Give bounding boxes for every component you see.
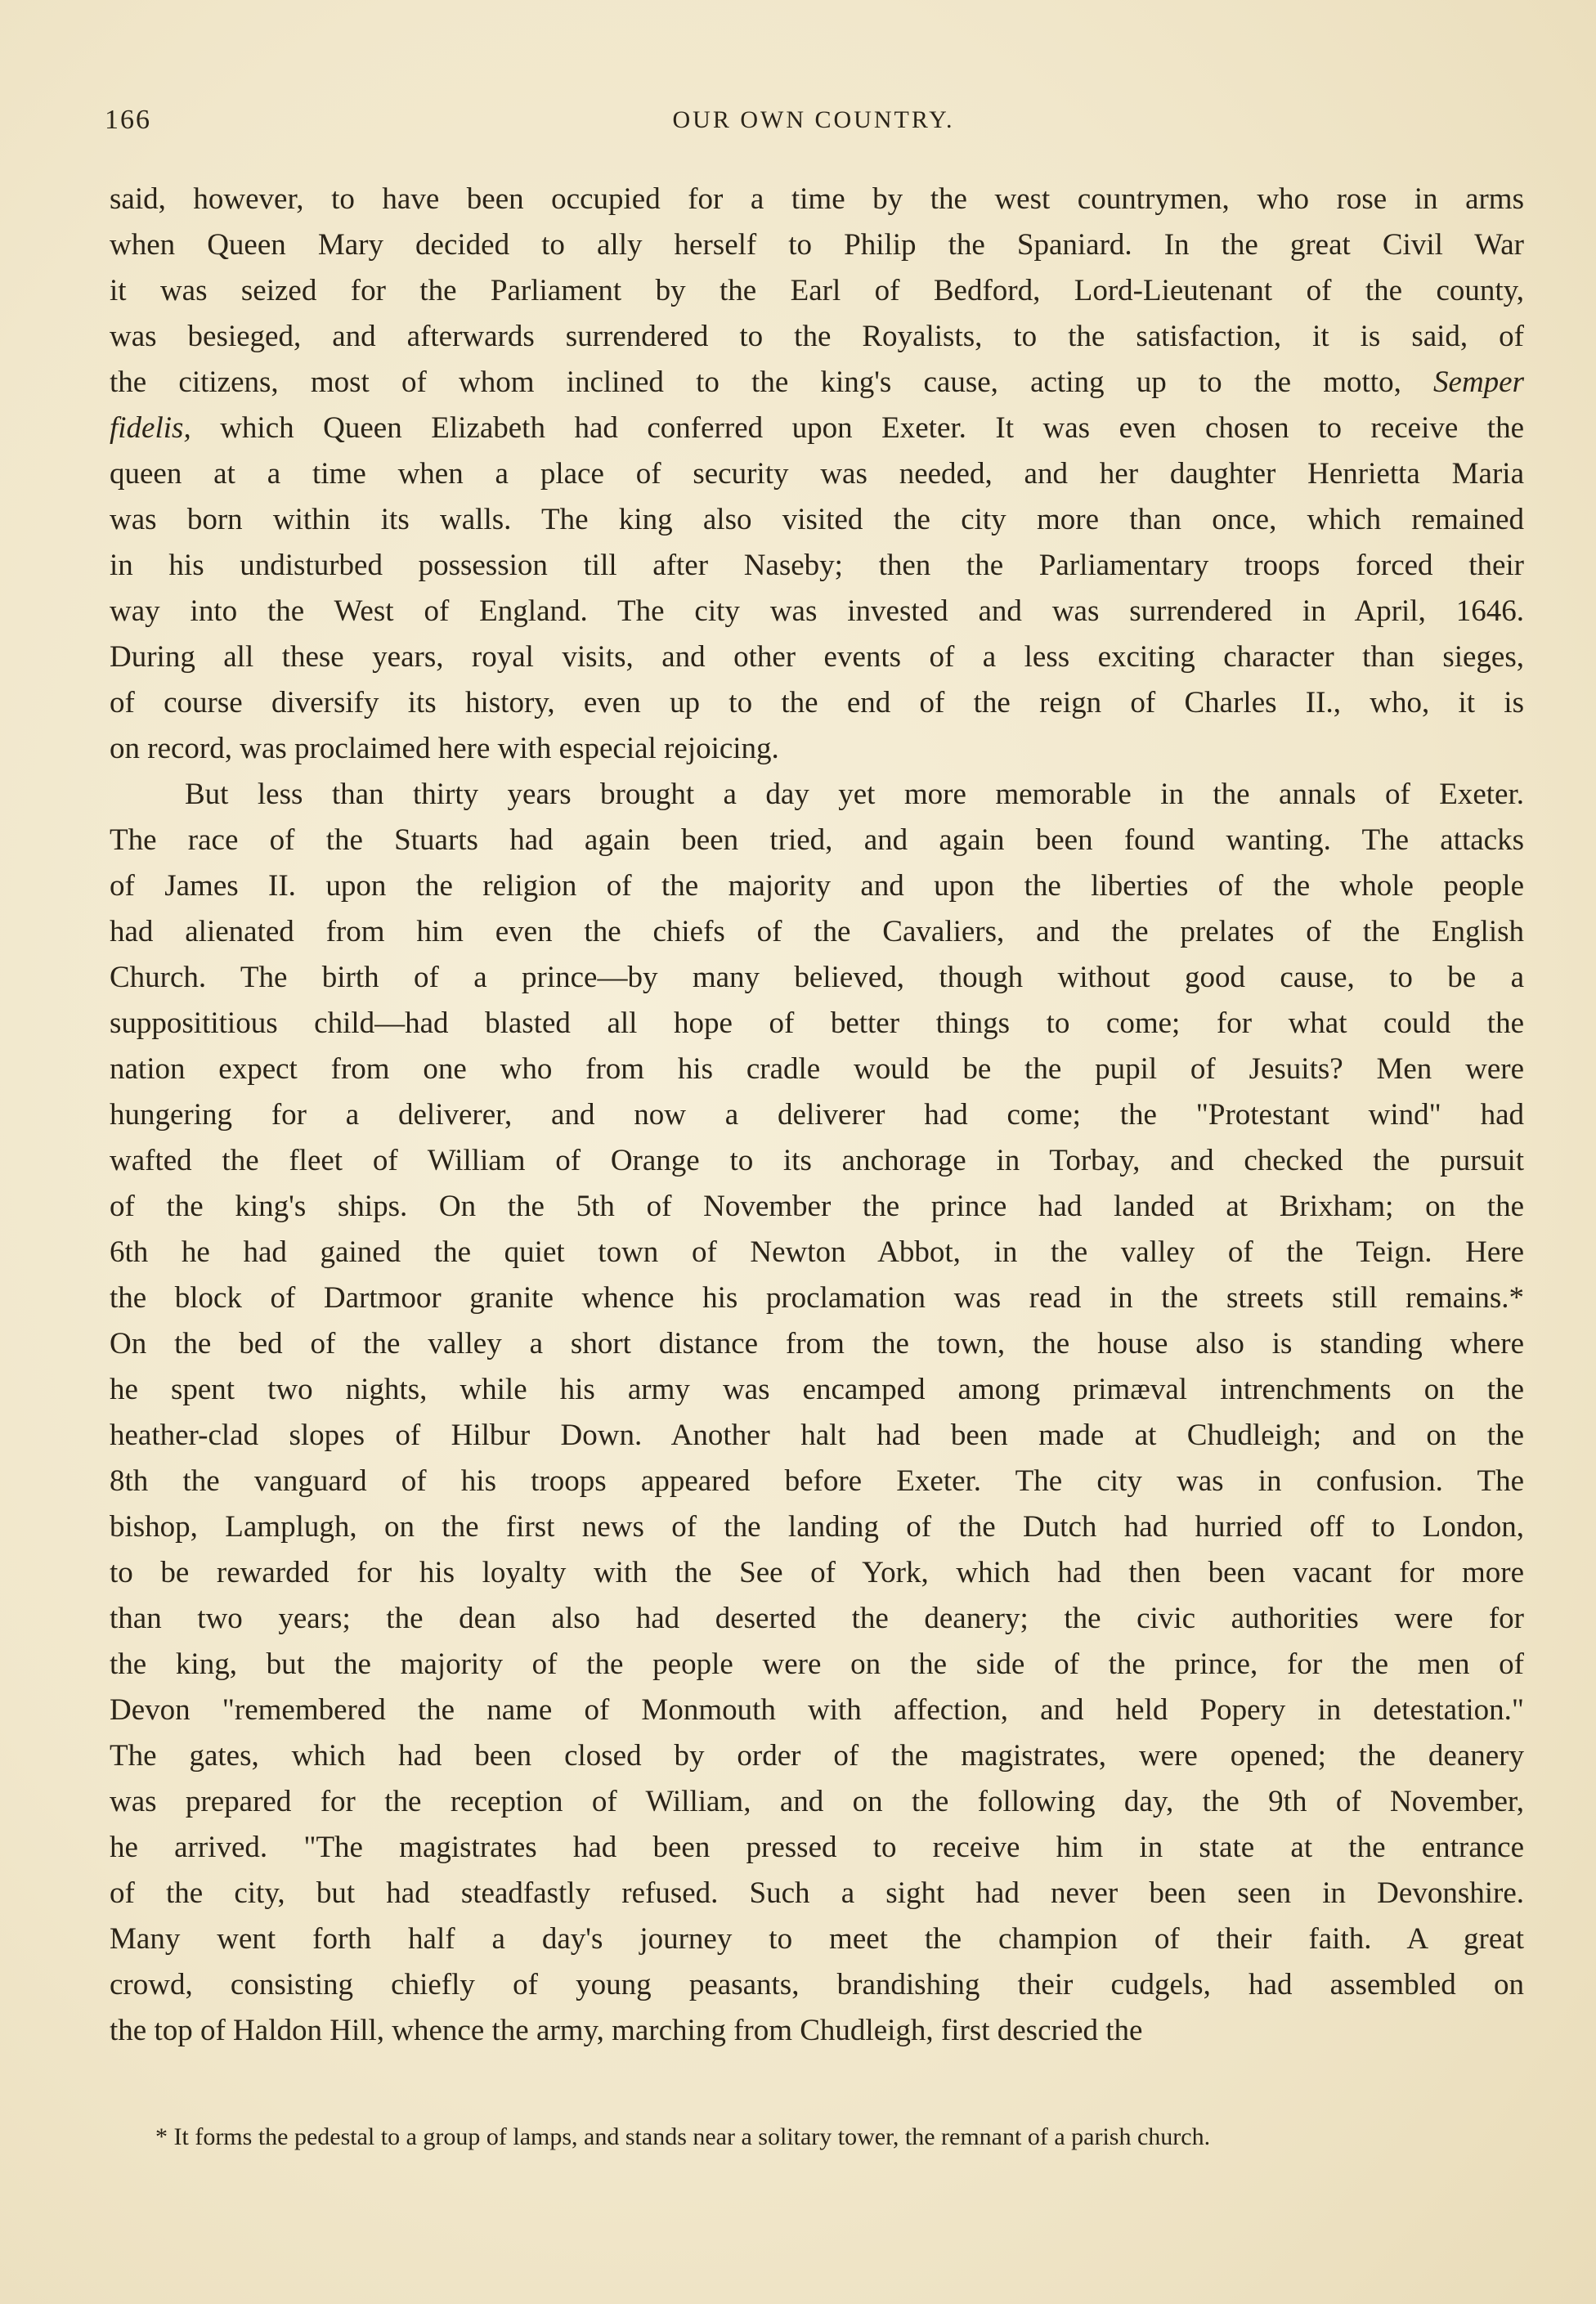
paragraph bbox=[110, 177, 1524, 772]
text-line: queen at a time when a place of security was needed, and her daughter Henrietta Maria bbox=[110, 457, 1524, 491]
text-line: in his undisturbed possession till after Naseby; then the Parliamentary troops forced their bbox=[110, 549, 1524, 582]
text-line: wafted the fleet of William of Orange to its anchorage in Torbay, and checked the pursuit bbox=[110, 1144, 1524, 1177]
text-line: said, however, to have been occupied for a time by the west countrymen, who rose in arms bbox=[110, 182, 1524, 216]
text-line: fidelis, which Queen Elizabeth had conferred upon Exeter. It was even chosen to receive the bbox=[110, 411, 1524, 445]
text-line: On the bed of the valley a short distance from the town, the house also is standing where bbox=[110, 1327, 1524, 1360]
text-line: the citizens, most of whom inclined to the king's cause, acting up to the motto, Semper bbox=[110, 365, 1524, 399]
text-line: was prepared for the reception of William, and on the following day, the 9th of November, bbox=[110, 1785, 1524, 1818]
text-line: hungering for a deliverer, and now a deliverer had come; the "Protestant wind" had bbox=[110, 1098, 1524, 1132]
text-line: way into the West of England. The city was invested and was surrendered in April, 1646. bbox=[110, 594, 1524, 628]
text-line: 6th he had gained the quiet town of Newton Abbot, in the valley of the Teign. Here bbox=[110, 1235, 1524, 1269]
motto-italic: fidelis, bbox=[110, 411, 191, 445]
text-line: on record, was proclaimed here with especial rejoicing. bbox=[110, 732, 779, 765]
text-line: crowd, consisting chiefly of young peasants, brandishing their cudgels, had assembled on bbox=[110, 1968, 1524, 2001]
text-line: of the king's ships. On the 5th of November the prince had landed at Brixham; on the bbox=[110, 1190, 1524, 1223]
text-line: he arrived. "The magistrates had been pressed to receive him in state at the entrance bbox=[110, 1831, 1524, 1864]
text-line: to be rewarded for his loyalty with the See of York, which had then been vacant for more bbox=[110, 1556, 1524, 1589]
text-line: he spent two nights, while his army was encamped among primæval intrenchments on the bbox=[110, 1373, 1524, 1406]
text-line: the top of Haldon Hill, whence the army, marching from Chudleigh, first descried the bbox=[110, 2014, 1143, 2047]
motto-italic: Semper bbox=[1433, 365, 1524, 399]
text-line: nation expect from one who from his cradle would be the pupil of Jesuits? Men were bbox=[110, 1052, 1524, 1086]
text-line: the block of Dartmoor granite whence his proclamation was read in the streets still remains.* bbox=[110, 1281, 1524, 1315]
text-line: was born within its walls. The king also visited the city more than once, which remained bbox=[110, 503, 1524, 536]
text-line: than two years; the dean also had deserted the deanery; the civic authorities were for bbox=[110, 1602, 1524, 1635]
text-line: heather-clad slopes of Hilbur Down. Another halt had been made at Chudleigh; and on the bbox=[110, 1419, 1524, 1452]
footnote: * It forms the pedestal to a group of lamps, and stands near a solitary tower, the remnant of a parish church. bbox=[155, 2123, 1211, 2150]
text-line: 8th the vanguard of his troops appeared before Exeter. The city was in confusion. The bbox=[110, 1464, 1524, 1498]
body-text bbox=[110, 177, 1524, 2054]
text-line: of James II. upon the religion of the majority and upon the liberties of the whole people bbox=[110, 869, 1524, 903]
text-line: Church. The birth of a prince—by many believed, though without good cause, to be a bbox=[110, 961, 1524, 994]
text-line: Many went forth half a day's journey to meet the champion of their faith. A great bbox=[110, 1922, 1524, 1956]
text-line: During all these years, royal visits, and other events of a less exciting character than sieges, bbox=[110, 640, 1524, 674]
text-line: of the city, but had steadfastly refused. Such a sight had never been seen in Devonshire. bbox=[110, 1876, 1524, 1910]
running-title: OUR OWN COUNTRY. bbox=[672, 106, 955, 133]
text-line: when Queen Mary decided to ally herself to Philip the Spaniard. In the great Civil War bbox=[110, 228, 1524, 262]
paragraph bbox=[110, 772, 1524, 2054]
text-line: Devon "remembered the name of Monmouth with affection, and held Popery in detestation." bbox=[110, 1693, 1524, 1727]
text-line: of course diversify its history, even up to the end of the reign of Charles II., who, it is bbox=[110, 686, 1524, 719]
text-line: The race of the Stuarts had again been tried, and again been found wanting. The attacks bbox=[110, 823, 1524, 857]
text-line: The gates, which had been closed by order of the magistrates, were opened; the deanery bbox=[110, 1739, 1524, 1773]
running-head bbox=[105, 105, 1522, 137]
text-line: bishop, Lamplugh, on the first news of the landing of the Dutch had hurried off to London, bbox=[110, 1510, 1524, 1544]
text-line: had alienated from him even the chiefs of the Cavaliers, and the prelates of the English bbox=[110, 915, 1524, 948]
text-line: But less than thirty years brought a day yet more memorable in the annals of Exeter. bbox=[185, 778, 1524, 811]
text-line: the king, but the majority of the people were on the side of the prince, for the men of bbox=[110, 1647, 1524, 1681]
text-line: it was seized for the Parliament by the Earl of Bedford, Lord-Lieutenant of the county, bbox=[110, 274, 1524, 307]
page-number: 166 bbox=[105, 105, 151, 135]
text-line: was besieged, and afterwards surrendered to the Royalists, to the satisfaction, it is said, of bbox=[110, 320, 1524, 353]
text-line: supposititious child—had blasted all hope of better things to come; for what could the bbox=[110, 1006, 1524, 1040]
